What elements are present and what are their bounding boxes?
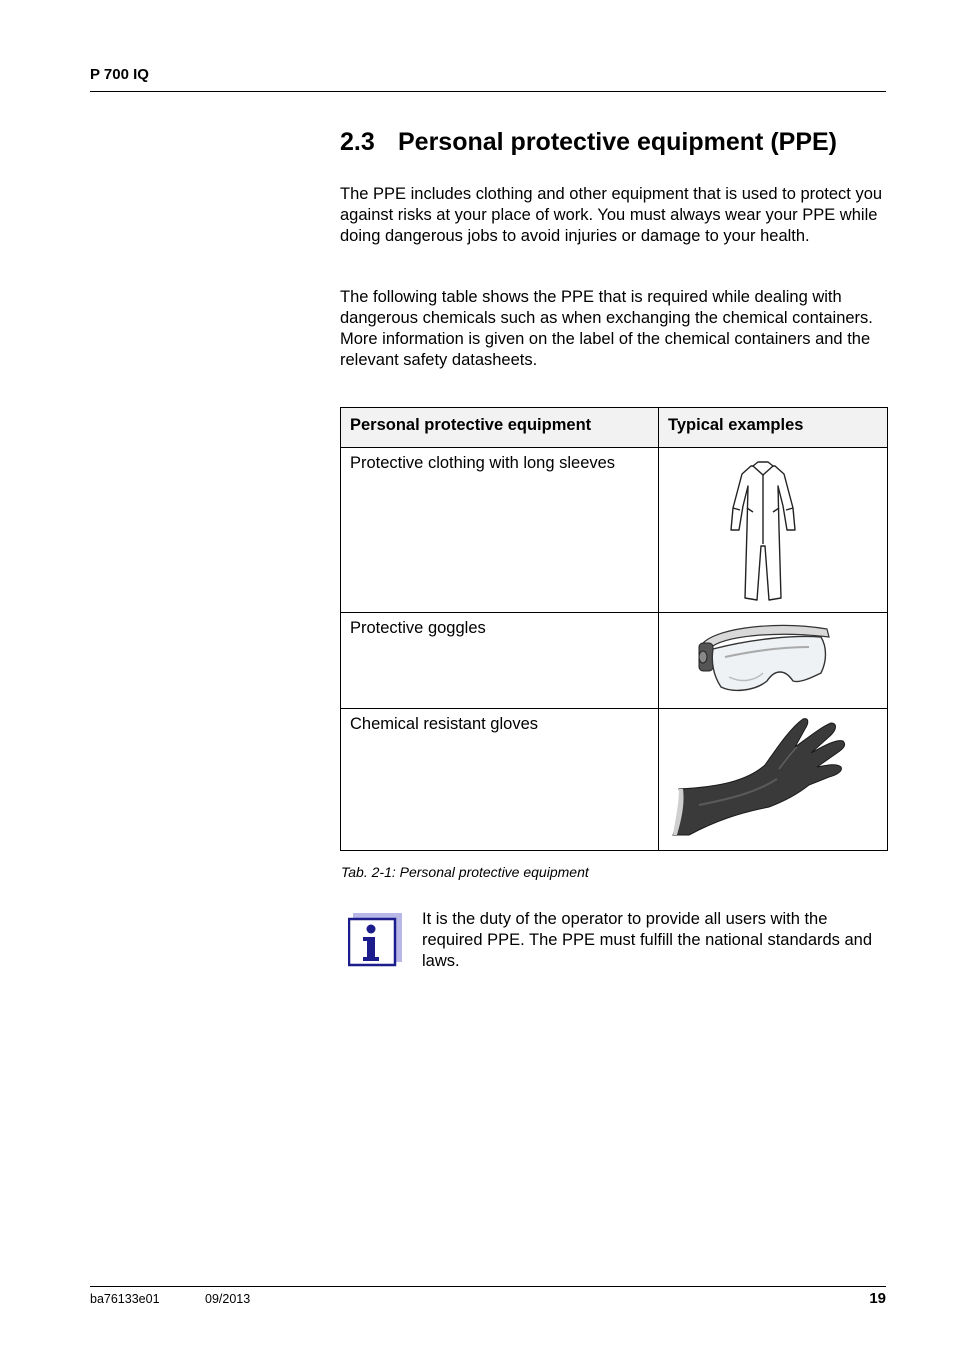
table-row <box>341 709 888 851</box>
row-label: Protective goggles <box>341 613 659 709</box>
ppe-table <box>340 407 888 851</box>
column-header-examples: Typical examples <box>659 408 888 448</box>
example-cell <box>659 709 888 851</box>
table-intro-paragraph: The following table shows the PPE that is required while dealing with dangerous chemicals such as when exchanging the chemical containers. More information is given on the label of the chemical containers and the relevant safety datasheets. <box>340 288 873 369</box>
table-row <box>341 613 888 709</box>
table-header-row <box>341 408 888 448</box>
page-number: 19 <box>869 1290 886 1307</box>
document-number: ba76133e01 <box>90 1292 160 1306</box>
column-header-equipment: Personal protective equipment <box>341 408 659 448</box>
row-label: Chemical resistant gloves <box>341 709 659 851</box>
example-cell <box>659 613 888 709</box>
glove-icon <box>659 709 888 850</box>
intro-paragraph: The PPE includes clothing and other equipment that is used to protect you against risks at your place of work. You must always wear your PPE while doing dangerous jobs to avoid injuries or damage to your health. <box>340 185 883 245</box>
table-caption: Tab. 2-1: Personal protective equipment <box>341 864 589 880</box>
document-date: 09/2013 <box>205 1292 251 1306</box>
operator-duty-note: It is the duty of the operator to provide all users with the required PPE. The PPE must fulfill the national standards and laws. <box>422 910 873 970</box>
footer-divider <box>90 1286 886 1287</box>
table-row <box>341 448 888 613</box>
info-icon <box>348 913 402 967</box>
section-number: 2.3 <box>340 128 375 156</box>
example-cell <box>659 448 888 613</box>
row-label: Protective clothing with long sleeves <box>341 448 659 613</box>
section-heading <box>340 128 837 157</box>
header-divider <box>90 91 886 92</box>
goggles-icon <box>659 613 888 708</box>
document-title: P 700 IQ <box>90 66 149 83</box>
section-title: Personal protective equipment (PPE) <box>398 128 837 156</box>
coverall-icon <box>659 448 888 612</box>
